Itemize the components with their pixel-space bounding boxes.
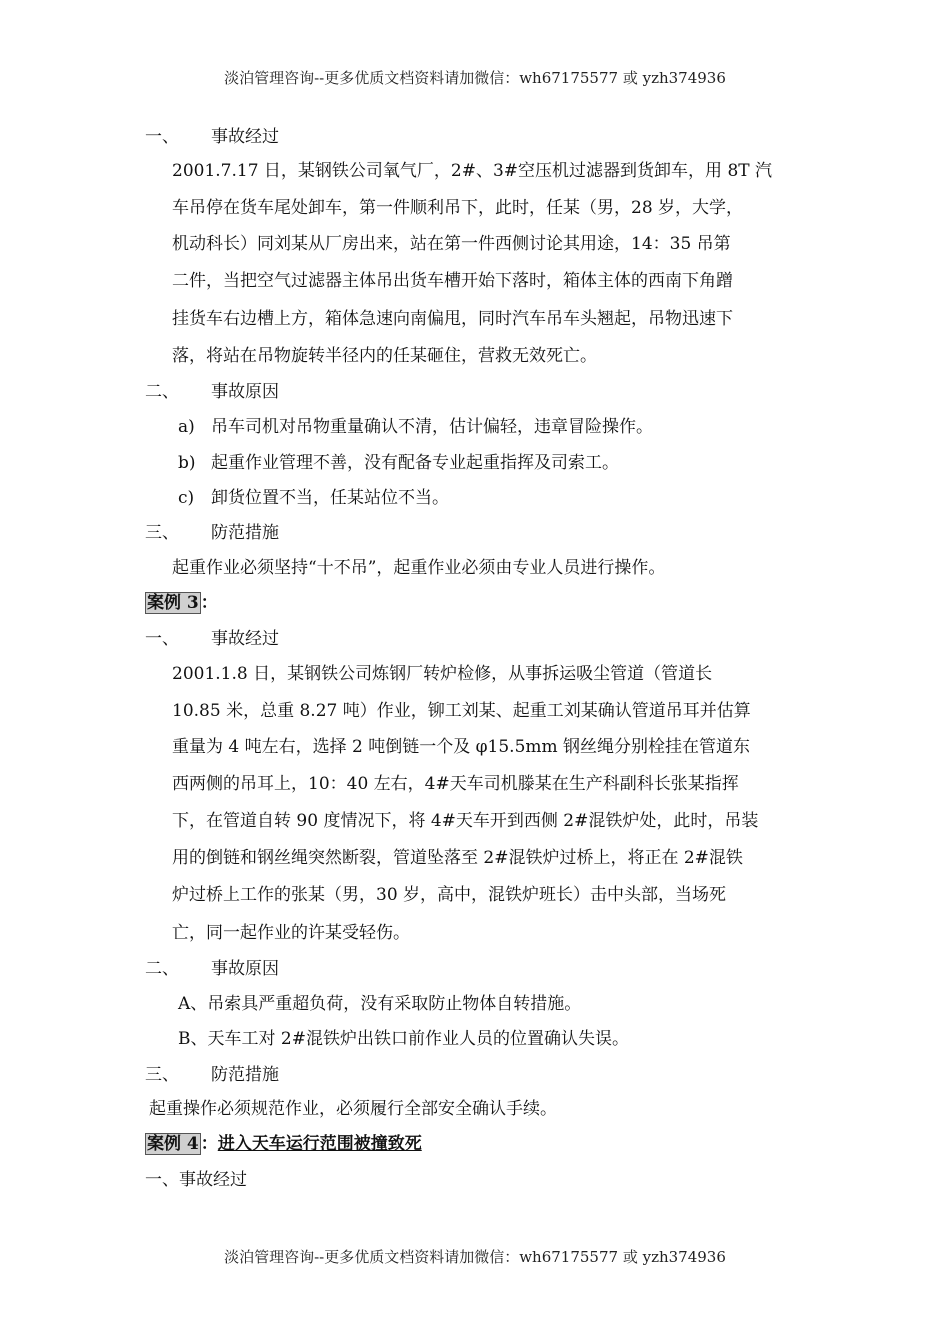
case-heading: 案例 3 ： xyxy=(147,593,218,613)
paragraph-line: 2001.1.8 日，某钢铁公司炼钢厂转炉检修，从事拆运吸尘管道（管道长 xyxy=(172,664,713,684)
paragraph-line: 10.85 米，总重 8.27 吨）作业，铆工刘某、起重工刘某确认管道吊耳并估算 xyxy=(172,701,751,721)
paragraph-line: 下，在管道自转 90 度情况下，将 4#天车开到西侧 2#混铁炉处，此时，吊装 xyxy=(172,811,759,831)
paragraph-line: 2001.7.17 日，某钢铁公司氧气厂，2#、3#空压机过滤器到货卸车，用 8T 汽 xyxy=(172,161,773,181)
page-footer: 淡泊管理咨询--更多优质文档资料请加微信：wh67175577 或 yzh374936 xyxy=(224,1248,726,1266)
section-heading: 二、 事故原因 xyxy=(145,959,279,979)
paragraph-line: 西两侧的吊耳上，10：40 左右，4#天车司机滕某在生产科副科长张某指挥 xyxy=(172,774,739,794)
paragraph-line: 亡，同一起作业的许某受轻伤。 xyxy=(172,923,410,943)
case-heading: 案例 4 ：进入天车运行范围被撞致死 xyxy=(147,1134,422,1154)
paragraph-line: 二件，当把空气过滤器主体吊出货车槽开始下落时，箱体主体的西南下角蹭 xyxy=(172,271,733,291)
section-heading: 一、 事故经过 xyxy=(145,127,279,147)
case-title: 进入天车运行范围被撞致死 xyxy=(217,1134,422,1154)
case-label: 案例 3 xyxy=(147,593,199,613)
paragraph-line: 用的倒链和钢丝绳突然断裂，管道坠落至 2#混铁炉过桥上，将正在 2#混铁 xyxy=(172,848,743,868)
paragraph-line: 炉过桥上工作的张某（男，30 岁，高中，混铁炉班长）击中头部，当场死 xyxy=(172,885,727,905)
paragraph-line: 重量为 4 吨左右，选择 2 吨倒链一个及 φ15.5mm 钢丝绳分别栓挂在管道东 xyxy=(172,737,751,757)
paragraph-line: 挂货车右边槽上方，箱体急速向南偏甩，同时汽车吊车头翘起，吊物迅速下 xyxy=(172,309,733,329)
section-heading: 三、 防范措施 xyxy=(145,523,279,543)
paragraph-line: 起重作业必须坚持“十不吊”，起重作业必须由专业人员进行操作。 xyxy=(172,558,666,578)
paragraph-line: 机动科长）同刘某从厂房出来，站在第一件西侧讨论其用途，14：35 吊第 xyxy=(172,234,731,254)
section-heading: 二、 事故原因 xyxy=(145,382,279,402)
case-label: 案例 4 xyxy=(147,1134,199,1154)
list-item: b) 起重作业管理不善，没有配备专业起重指挥及司索工。 xyxy=(178,453,619,473)
section-heading: 三、 防范措施 xyxy=(145,1065,279,1085)
paragraph-line: 起重操作必须规范作业，必须履行全部安全确认手续。 xyxy=(149,1099,557,1119)
paragraph-line: 落，将站在吊物旋转半径内的任某砸住，营救无效死亡。 xyxy=(172,346,597,366)
section-heading: 一、事故经过 xyxy=(145,1170,247,1190)
list-item: A、吊索具严重超负荷，没有采取防止物体自转措施。 xyxy=(178,994,582,1014)
list-item: B、天车工对 2#混铁炉出铁口前作业人员的位置确认失误。 xyxy=(178,1029,629,1049)
paragraph-line: 车吊停在货车尾处卸车，第一件顺利吊下，此时，任某（男，28 岁，大学， xyxy=(172,198,744,218)
section-heading: 一、 事故经过 xyxy=(145,629,279,649)
page-header: 淡泊管理咨询--更多优质文档资料请加微信：wh67175577 或 yzh374936 xyxy=(224,69,726,87)
list-item: c) 卸货位置不当，任某站位不当。 xyxy=(178,488,449,508)
list-item: a) 吊车司机对吊物重量确认不清，估计偏轻，违章冒险操作。 xyxy=(178,417,653,437)
